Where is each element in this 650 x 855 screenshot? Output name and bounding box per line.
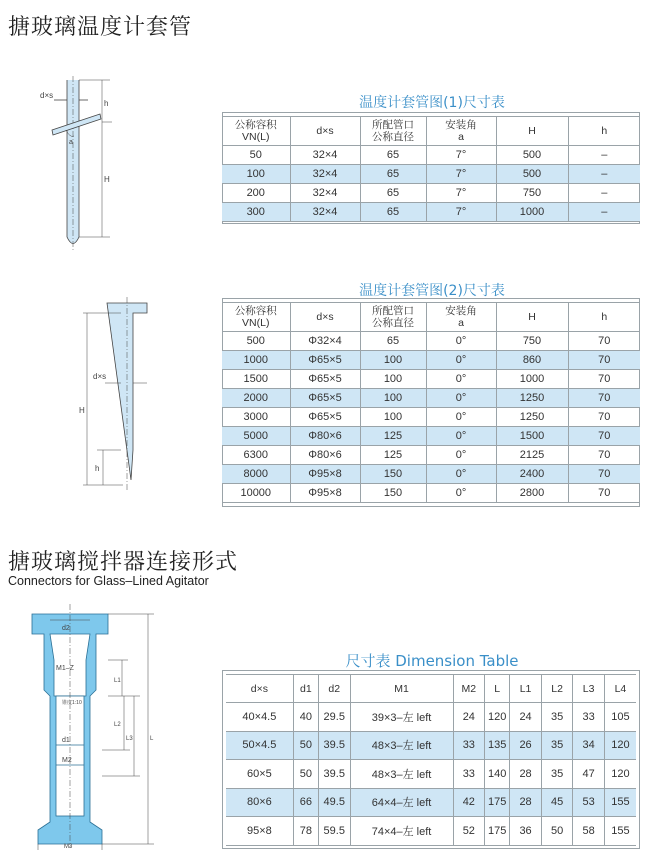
- table3-cell: 36: [510, 817, 542, 846]
- table2-cell: 1250: [496, 408, 568, 427]
- table3-cell: 95×8: [226, 817, 293, 846]
- table3-cell: 29.5: [319, 703, 351, 732]
- table3: [226, 674, 636, 846]
- table1-cell: –: [568, 184, 640, 203]
- diagram3-l3-label: L3: [126, 736, 133, 742]
- table1-cell: 300: [222, 203, 290, 222]
- table3-header-7: L2: [541, 675, 573, 703]
- table-row: [226, 760, 636, 789]
- table2-cell: 2000: [222, 389, 290, 408]
- table3-cell: 24: [510, 703, 542, 732]
- table3-cell: 155: [604, 817, 636, 846]
- table1-header-5: h: [568, 117, 640, 146]
- table3-header-4: M2: [453, 675, 485, 703]
- table3-cell: 28: [510, 760, 542, 789]
- table2-header-3: 安装角 a: [426, 303, 496, 332]
- table2-cell: Φ95×8: [290, 465, 360, 484]
- table2-title: 温度计套管图(2)尺寸表: [359, 283, 505, 299]
- table-row: [222, 408, 640, 427]
- table3-header-2: d2: [319, 675, 351, 703]
- diagram1-h-label: h: [104, 99, 109, 108]
- table2-cell: 70: [568, 389, 640, 408]
- table1-header-1: d×s: [290, 117, 360, 146]
- table-row: [226, 788, 636, 817]
- table3-cell: 74×4–左 left: [350, 817, 453, 846]
- table2-cell: 70: [568, 484, 640, 503]
- table2-cell: 0°: [426, 351, 496, 370]
- table2-cell: 70: [568, 332, 640, 351]
- section2-subheading: Connectors for Glass–Lined Agitator: [8, 574, 209, 588]
- table1-cell: 750: [496, 184, 568, 203]
- table1-cell: 32×4: [290, 203, 360, 222]
- table-row: [222, 184, 640, 203]
- table2-cell: 0°: [426, 332, 496, 351]
- table-row: [222, 427, 640, 446]
- table1-cell: 500: [496, 165, 568, 184]
- table3-cell: 50×4.5: [226, 731, 293, 760]
- table2-cell: 1250: [496, 389, 568, 408]
- table3-cell: 58: [573, 817, 605, 846]
- table3-cell: 120: [604, 731, 636, 760]
- table2-cell: 1500: [496, 427, 568, 446]
- table3-cell: 64×4–左 left: [350, 788, 453, 817]
- table1-cell: 32×4: [290, 165, 360, 184]
- table1: [222, 116, 640, 222]
- table1-cell: 7°: [426, 146, 496, 165]
- table3-cell: 42: [453, 788, 485, 817]
- table3-header-6: L1: [510, 675, 542, 703]
- diagram1-H-label: H: [104, 175, 110, 184]
- table2-cell: Φ32×4: [290, 332, 360, 351]
- table3-cell: 35: [541, 703, 573, 732]
- table1-cell: 65: [360, 146, 426, 165]
- table-row: [222, 389, 640, 408]
- table3-cell: 33: [453, 731, 485, 760]
- table2-cell: 6300: [222, 446, 290, 465]
- table1-header-4: H: [496, 117, 568, 146]
- table3-cell: 135: [485, 731, 510, 760]
- table3-cell: 26: [510, 731, 542, 760]
- table2-cell: 5000: [222, 427, 290, 446]
- thermowell-diagram-1: [30, 72, 125, 262]
- table1-cell: 65: [360, 203, 426, 222]
- table2-cell: 65: [360, 332, 426, 351]
- table2-cell: 500: [222, 332, 290, 351]
- table1-cell: 65: [360, 165, 426, 184]
- table3-header-0: d×s: [226, 675, 293, 703]
- table-row: [222, 203, 640, 222]
- table2-cell: Φ65×5: [290, 389, 360, 408]
- table2-header-5: h: [568, 303, 640, 332]
- connector-diagram: [10, 600, 160, 850]
- table3-cell: 105: [604, 703, 636, 732]
- diagram1-angle-label: a: [69, 139, 73, 146]
- table1-title: 温度计套管图(1)尺寸表: [359, 95, 505, 111]
- diagram2-h-label: h: [95, 464, 100, 473]
- table2-cell: 0°: [426, 408, 496, 427]
- table1-header-2: 所配管口 公称直径: [360, 117, 426, 146]
- table3-cell: 35: [541, 731, 573, 760]
- table3-cell: 49.5: [319, 788, 351, 817]
- table2-cell: 3000: [222, 408, 290, 427]
- table3-header-1: d1: [293, 675, 318, 703]
- diagram3-l2-label: L2: [114, 722, 121, 728]
- table-row: [226, 731, 636, 760]
- table2-cell: 70: [568, 408, 640, 427]
- table2-cell: Φ80×6: [290, 427, 360, 446]
- table2-cell: 100: [360, 370, 426, 389]
- table2-header-1: d×s: [290, 303, 360, 332]
- table2-header-4: H: [496, 303, 568, 332]
- diagram2-H-label: H: [79, 406, 85, 415]
- table-row: [222, 351, 640, 370]
- table3-cell: 50: [293, 760, 318, 789]
- table3-cell: 39.5: [319, 760, 351, 789]
- diagram1-ds-label: d×s: [40, 91, 54, 100]
- table3-cell: 50: [293, 731, 318, 760]
- table3-cell: 33: [453, 760, 485, 789]
- table1-header-3: 安装角 a: [426, 117, 496, 146]
- table2-cell: 100: [360, 408, 426, 427]
- table2-cell: 150: [360, 465, 426, 484]
- table1-cell: 7°: [426, 165, 496, 184]
- table3-cell: 78: [293, 817, 318, 846]
- table3-cell: 120: [485, 703, 510, 732]
- table1-cell: 100: [222, 165, 290, 184]
- table3-cell: 33: [573, 703, 605, 732]
- table3-header-8: L3: [573, 675, 605, 703]
- table2-cell: 2125: [496, 446, 568, 465]
- diagram3-d2-label: d2: [62, 625, 70, 632]
- table3-cell: 39.5: [319, 731, 351, 760]
- table3-cell: 66: [293, 788, 318, 817]
- table-row: [222, 165, 640, 184]
- table2-cell: 10000: [222, 484, 290, 503]
- table2-cell: 100: [360, 389, 426, 408]
- diagram3-m1z-label: M1–Z: [56, 665, 74, 672]
- table3-cell: 175: [485, 788, 510, 817]
- thermowell-diagram-2: [75, 295, 160, 495]
- table1-cell: 1000: [496, 203, 568, 222]
- table2-header-0: 公称容积 VN(L): [222, 303, 290, 332]
- table1-cell: 500: [496, 146, 568, 165]
- table3-cell: 120: [604, 760, 636, 789]
- table2-cell: 100: [360, 351, 426, 370]
- table1-cell: 7°: [426, 184, 496, 203]
- diagram3-l-label: L: [150, 736, 154, 742]
- table2-cell: 70: [568, 351, 640, 370]
- table3-cell: 40×4.5: [226, 703, 293, 732]
- table3-cell: 52: [453, 817, 485, 846]
- table1-cell: –: [568, 146, 640, 165]
- table1-cell: 32×4: [290, 184, 360, 203]
- table-row: [222, 465, 640, 484]
- table3-header-3: M1: [350, 675, 453, 703]
- table2-cell: 70: [568, 370, 640, 389]
- table1-cell: 7°: [426, 203, 496, 222]
- diagram3-taper-label: 锥度1:10: [62, 700, 82, 706]
- table3-header-9: L4: [604, 675, 636, 703]
- table-row: [222, 446, 640, 465]
- table2-cell: 70: [568, 446, 640, 465]
- table2-cell: 125: [360, 446, 426, 465]
- diagram3-l1-label: L1: [114, 678, 121, 684]
- table3-cell: 50: [541, 817, 573, 846]
- table2-cell: 860: [496, 351, 568, 370]
- table3-cell: 47: [573, 760, 605, 789]
- table2-cell: 0°: [426, 465, 496, 484]
- table3-cell: 175: [485, 817, 510, 846]
- section2-heading: 搪玻璃搅拌器连接形式: [8, 550, 239, 575]
- table2-cell: Φ65×5: [290, 408, 360, 427]
- table2-cell: 0°: [426, 389, 496, 408]
- diagram2-ds-label: d×s: [93, 372, 107, 381]
- table3-cell: 53: [573, 788, 605, 817]
- table2-cell: Φ65×5: [290, 351, 360, 370]
- table3-cell: 28: [510, 788, 542, 817]
- table3-header-5: L: [485, 675, 510, 703]
- table1-cell: 65: [360, 184, 426, 203]
- table2-cell: 70: [568, 465, 640, 484]
- table2-cell: 2800: [496, 484, 568, 503]
- table2-cell: Φ80×6: [290, 446, 360, 465]
- table-row: [226, 703, 636, 732]
- diagram3-d1-label: d1: [62, 737, 70, 744]
- table3-cell: 80×6: [226, 788, 293, 817]
- table3-cell: 60×5: [226, 760, 293, 789]
- diagram3-m2-label: M2: [62, 757, 72, 764]
- table2-cell: 0°: [426, 427, 496, 446]
- table1-cell: –: [568, 165, 640, 184]
- table-row: [222, 484, 640, 503]
- table2-cell: 1000: [496, 370, 568, 389]
- table2-cell: 150: [360, 484, 426, 503]
- table3-cell: 39×3–左 left: [350, 703, 453, 732]
- table3-cell: 59.5: [319, 817, 351, 846]
- table2-cell: 750: [496, 332, 568, 351]
- table2-cell: 0°: [426, 446, 496, 465]
- table2-cell: 1500: [222, 370, 290, 389]
- table2-cell: 2400: [496, 465, 568, 484]
- table2-cell: 1000: [222, 351, 290, 370]
- table3-cell: 24: [453, 703, 485, 732]
- table2-cell: 8000: [222, 465, 290, 484]
- table2-cell: 0°: [426, 370, 496, 389]
- table-row: [222, 370, 640, 389]
- table1-cell: 32×4: [290, 146, 360, 165]
- table2-header-2: 所配管口 公称直径: [360, 303, 426, 332]
- table2-cell: Φ65×5: [290, 370, 360, 389]
- table3-cell: 155: [604, 788, 636, 817]
- table3-cell: 48×3–左 left: [350, 760, 453, 789]
- table3-title: 尺寸表 Dimension Table: [345, 652, 519, 670]
- table3-cell: 35: [541, 760, 573, 789]
- table1-cell: 50: [222, 146, 290, 165]
- section1-heading: 搪玻璃温度计套管: [8, 15, 193, 40]
- table3-cell: 140: [485, 760, 510, 789]
- table-row: [226, 817, 636, 846]
- table1-cell: –: [568, 203, 640, 222]
- table2: [222, 302, 640, 503]
- table2-cell: 0°: [426, 484, 496, 503]
- diagram3-m3-label: M3: [64, 844, 73, 850]
- table1-cell: 200: [222, 184, 290, 203]
- table2-cell: 70: [568, 427, 640, 446]
- table1-header-0: 公称容积 VN(L): [222, 117, 290, 146]
- table2-cell: Φ95×8: [290, 484, 360, 503]
- table3-cell: 34: [573, 731, 605, 760]
- table3-cell: 40: [293, 703, 318, 732]
- table2-cell: 125: [360, 427, 426, 446]
- table-row: [222, 332, 640, 351]
- table-row: [222, 146, 640, 165]
- table3-cell: 45: [541, 788, 573, 817]
- table3-cell: 48×3–左 left: [350, 731, 453, 760]
